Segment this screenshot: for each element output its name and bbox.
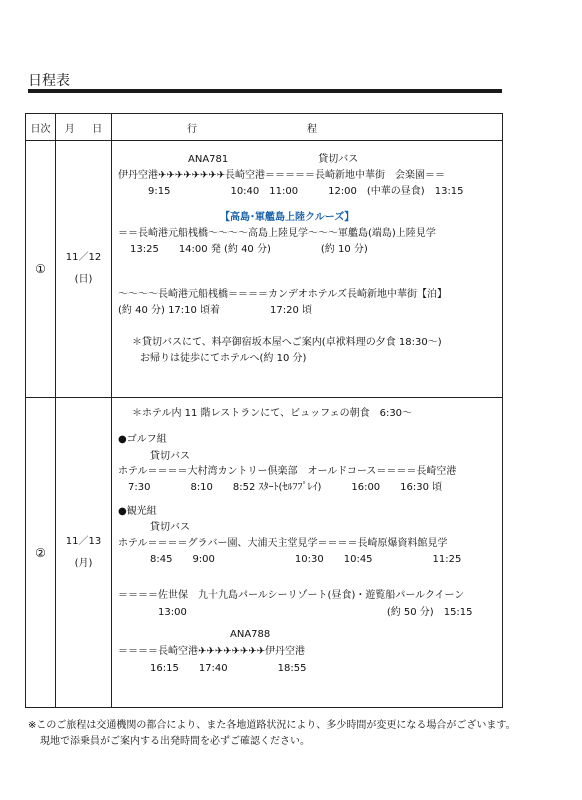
day1-line-3: 9:15 10:40 11:00 12:00 (中華の昼食) 13:15: [148, 186, 464, 197]
day2-line-10: ＝＝＝＝佐世保 九十九島パールシーリゾート(昼食)・遊覧船パールクイーン: [118, 590, 465, 601]
itinerary-table: [25, 113, 503, 708]
header-dayunit: 日: [92, 123, 103, 135]
day2-line-6: ●観光組: [118, 506, 157, 517]
table-header-row: [26, 114, 503, 141]
day2-line-13: ＝＝＝＝長崎空港✈✈✈✈✈✈✈✈伊丹空港: [118, 646, 306, 657]
day2-line-9: 8:45 9:00 10:30 10:45 11:25: [150, 554, 462, 565]
header-date: [56, 114, 112, 141]
footnote-1: ※このご旅程は交通機関の都合により、また各地道路状況により、多少時間が変更になる場合がございます。: [28, 720, 516, 731]
day1-line-4: 【高島･軍艦島上陸クルーズ】: [220, 212, 355, 223]
day1-weekday: (日): [74, 274, 93, 285]
day2-line-7: 貸切バス: [150, 522, 190, 533]
day2-line-12: ANA788: [230, 629, 271, 640]
title-rule: [28, 89, 502, 93]
day1-line-6: 13:25 14:00 発 (約 40 分) (約 10 分): [130, 244, 368, 255]
day2-line-3: 貸切バス: [150, 451, 190, 462]
header-itinerary: 行程: [112, 114, 503, 141]
day2-date-value: 11／13: [65, 535, 102, 547]
header-month: 月: [64, 123, 75, 135]
day2-line-1: ＊ホテル内 11 階レストランにて、ビュッフェの朝食 6:30～: [132, 408, 413, 419]
day2-date: [56, 398, 112, 708]
day2-line-11: 13:00 (約 50 分) 15:15: [158, 607, 473, 618]
day2-itinerary: [112, 398, 503, 708]
day1-line-5: ＝＝長崎港元船桟橋～～～～高島上陸見学～～～軍艦島(端島)上陸見学: [118, 228, 436, 239]
footnote-2: 現地で添乗員がご案内する出発時間を必ずご確認ください。: [40, 736, 310, 747]
day1-line-2: 伊丹空港✈✈✈✈✈✈✈✈長崎空港＝＝＝＝＝長崎新地中華街 会楽園＝＝: [118, 170, 446, 181]
day2-line-5: 7:30 8:10 8:52 ｽﾀｰﾄ(ｾﾙﾌﾌﾟﾚｲ) 16:00 16:30 頃: [128, 482, 443, 493]
day1-date-value: 11／12: [65, 252, 102, 263]
day2-line-8: ホテル＝＝＝＝グラバー園、大浦天主堂見学＝＝＝＝長崎原爆資料館見学: [118, 538, 448, 549]
day2-number: ②: [26, 398, 56, 708]
day1-date: [56, 141, 112, 398]
day1-number: ①: [26, 141, 56, 398]
table-row-day1: [26, 141, 503, 398]
day1-line-7: ～～～～長崎港元船桟橋＝＝＝＝カンデオホテルズ長崎新地中華街【泊】: [118, 289, 447, 300]
day2-line-4: ホテル＝＝＝＝大村湾カントリー倶楽部 オールドコース＝＝＝＝長崎空港: [118, 466, 457, 477]
header-day-number: 日次: [26, 114, 56, 141]
table-row-day2: [26, 398, 503, 708]
day1-itinerary: [112, 141, 503, 398]
page-title: 日程表: [28, 73, 70, 89]
day1-line-1: ANA781 貸切バス: [188, 154, 359, 165]
day1-line-10: お帰りは徒歩にてホテルへ(約 10 分): [140, 353, 307, 364]
day2-line-2: ●ゴルフ組: [118, 434, 167, 445]
day2-weekday: (月): [74, 557, 93, 569]
day1-line-9: ＊貸切バスにて、料亭御宿坂本屋へご案内(卓袱料理の夕食 18:30～): [132, 337, 442, 348]
day2-line-14: 16:15 17:40 18:55: [150, 663, 307, 674]
day1-line-8: (約 40 分) 17:10 頃着 17:20 頃: [118, 305, 313, 316]
